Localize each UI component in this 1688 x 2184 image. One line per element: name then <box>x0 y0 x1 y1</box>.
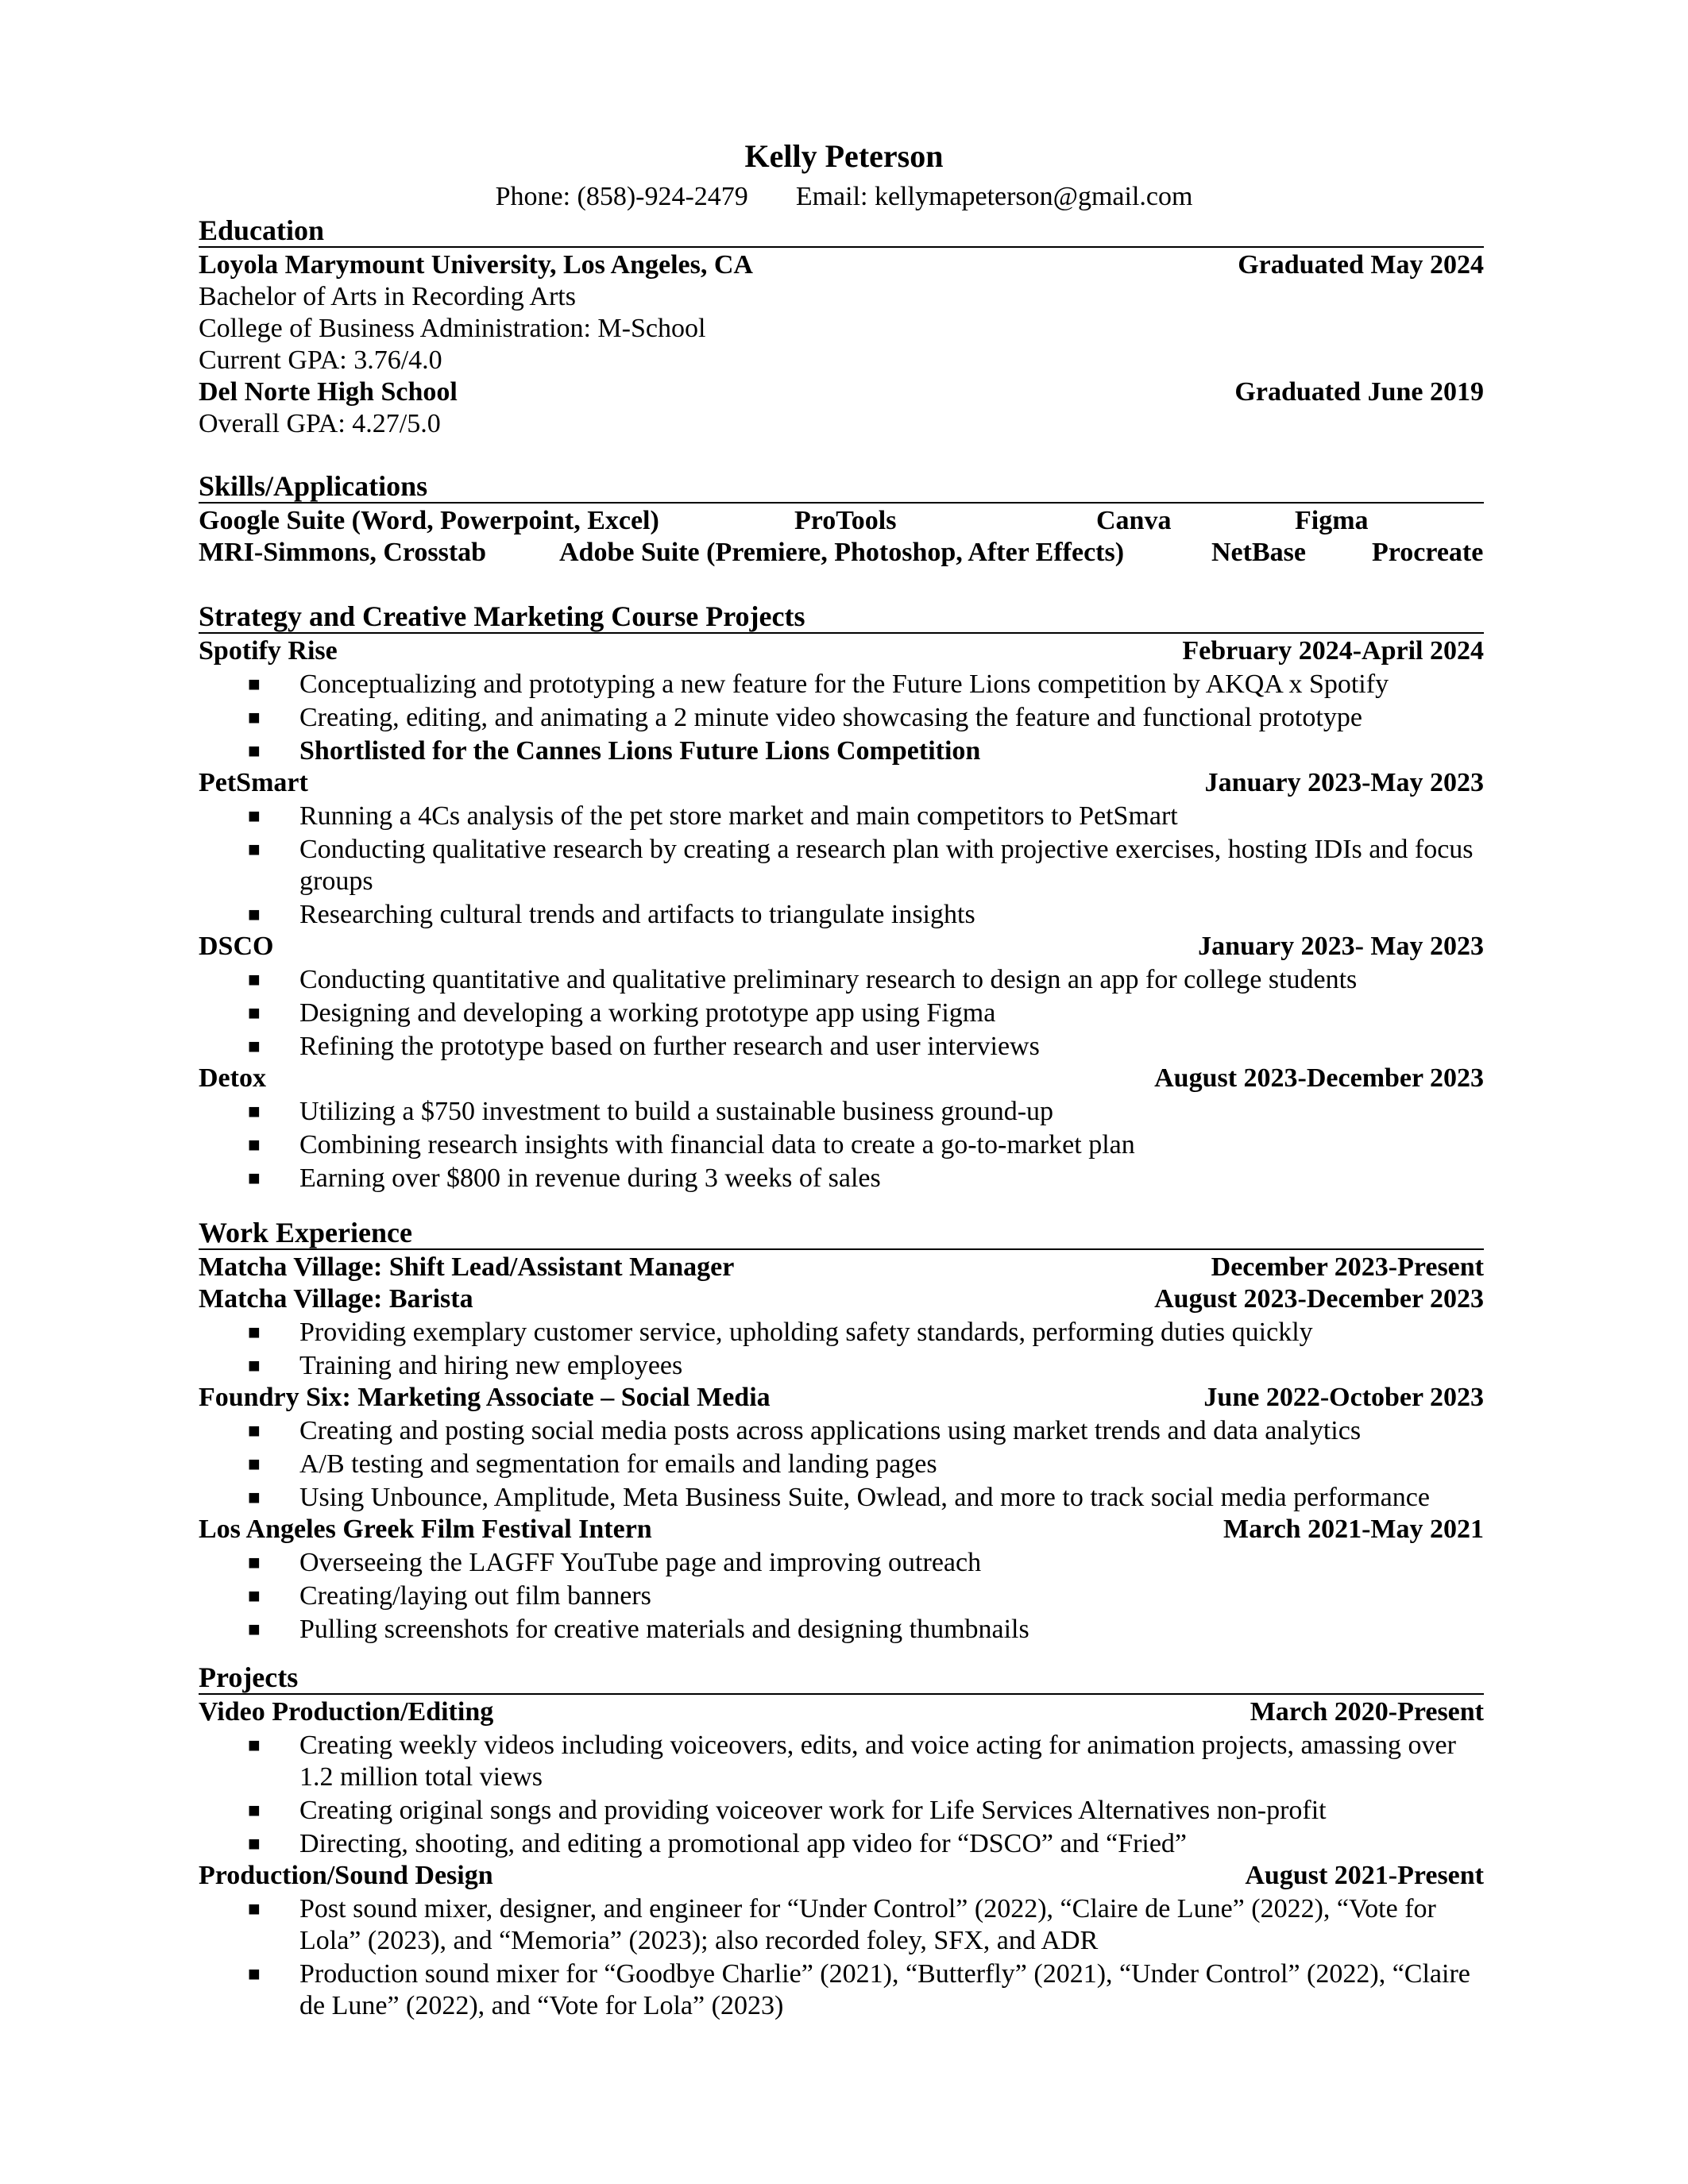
bullet-item: ■ Utilizing a $750 investment to build a sustainable business ground-up <box>248 1097 1054 1126</box>
contact-line <box>0 181 1688 213</box>
entry-header <box>199 1252 1484 1283</box>
skills-section <box>199 470 1484 569</box>
bullet-square-icon: ■ <box>248 1799 261 1822</box>
entry-date: January 2023- May 2023 <box>1198 932 1484 961</box>
bullet-square-icon: ■ <box>248 1354 261 1377</box>
entry-header <box>199 1283 1484 1315</box>
bullet-item: ■ Directing, shooting, and editing a promotional app video for “DSCO” and “Fried” <box>248 1829 1188 1858</box>
school-name: Del Norte High School <box>199 377 458 407</box>
entry-header <box>199 767 1484 799</box>
bullet-square-icon: ■ <box>248 1133 261 1156</box>
bullet-square-icon: ■ <box>248 1167 261 1190</box>
skill-item: ProTools <box>794 506 897 535</box>
bullet-item: ■ Creating original songs and providing voiceover work for Life Services Alternatives non-profit <box>248 1796 1327 1825</box>
entry-date: March 2021-May 2021 <box>1223 1515 1484 1544</box>
projects-section <box>199 1661 1484 2022</box>
entry-date: August 2021-Present <box>1245 1861 1484 1890</box>
bullet-item: ■ Production sound mixer for “Goodbye Charlie” (2021), “Butterfly” (2021), “Under Control” (2022), “Claire de Lune” (2022), and “Vote for Lola” (2023) <box>248 1959 1470 2020</box>
bullet-square-icon: ■ <box>248 805 261 828</box>
entry-title: Spotify Rise <box>199 636 338 666</box>
bullet-item: ■ Using Unbounce, Amplitude, Meta Business Suite, Owlead, and more to track social media performance <box>248 1483 1430 1512</box>
section-title-education: Education <box>199 214 1484 248</box>
gpa: Current GPA: 3.76/4.0 <box>199 345 442 375</box>
bullet-square-icon: ■ <box>248 706 261 729</box>
entry-header <box>199 1696 1484 1728</box>
bullet-square-icon: ■ <box>248 1321 261 1344</box>
bullet-square-icon: ■ <box>248 1618 261 1641</box>
course-projects-section <box>199 600 1484 1194</box>
skills-row <box>199 505 1484 537</box>
bullet-item: ■ Creating weekly videos including voiceovers, edits, and voice acting for animation projects, amassing over 1.2 million total views <box>248 1731 1456 1792</box>
education-entry <box>199 249 1484 281</box>
bullet-square-icon: ■ <box>248 968 261 991</box>
graduation-date: Graduated May 2024 <box>1238 250 1484 280</box>
bullet-item: ■ Pulling screenshots for creative materials and designing thumbnails <box>248 1615 1029 1644</box>
bullet-square-icon: ■ <box>248 1453 261 1476</box>
bullet-item: ■ Running a 4Cs analysis of the pet store market and main competitors to PetSmart <box>248 801 1178 831</box>
skill-item: Figma <box>1295 506 1369 535</box>
bullet-item: ■ Post sound mixer, designer, and engineer for “Under Control” (2022), “Claire de Lune” (2022), “Vote for Lola” (2023), and “Memoria” (2023); also recorded foley, SFX, and ADR <box>248 1894 1436 1955</box>
degree: Bachelor of Arts in Recording Arts <box>199 282 576 311</box>
bullet-square-icon: ■ <box>248 903 261 926</box>
skill-item: NetBase <box>1211 538 1306 567</box>
entry-header <box>199 1382 1484 1414</box>
bullet-square-icon: ■ <box>248 1962 261 1985</box>
entry-header <box>199 1063 1484 1094</box>
entry-header <box>199 635 1484 667</box>
bullet-item: ■ Earning over $800 in revenue during 3 weeks of sales <box>248 1163 881 1193</box>
entry-header <box>199 931 1484 963</box>
entry-date: August 2023-December 2023 <box>1154 1063 1484 1093</box>
college: College of Business Administration: M-School <box>199 314 706 343</box>
entry-date: January 2023-May 2023 <box>1204 768 1484 797</box>
bullet-item: ■ Training and hiring new employees <box>248 1351 683 1380</box>
bullet-square-icon: ■ <box>248 1584 261 1607</box>
bullet-square-icon: ■ <box>248 1486 261 1509</box>
entry-title: Detox <box>199 1063 266 1093</box>
bullet-item: ■ Shortlisted for the Cannes Lions Future Lions Competition <box>248 736 981 766</box>
bullet-square-icon: ■ <box>248 1035 261 1058</box>
education-entry <box>199 376 1484 408</box>
bullet-square-icon: ■ <box>248 1419 261 1442</box>
section-title-skills: Skills/Applications <box>199 470 1484 504</box>
skills-row <box>199 537 1484 569</box>
bullet-item: ■ Overseeing the LAGFF YouTube page and improving outreach <box>248 1548 982 1577</box>
entry-title: PetSmart <box>199 768 308 797</box>
gpa: Overall GPA: 4.27/5.0 <box>199 409 441 438</box>
phone: Phone: (858)-924-2479 <box>495 182 748 211</box>
bullet-square-icon: ■ <box>248 1734 261 1757</box>
entry-date: June 2022-October 2023 <box>1203 1383 1484 1412</box>
bullet-item: ■ Conceptualizing and prototyping a new feature for the Future Lions competition by AKQA x Spotify <box>248 669 1389 699</box>
bullet-item: ■ Conducting qualitative research by creating a research plan with projective exercises, hosting IDIs and focus groups <box>248 835 1474 896</box>
skill-item: Canva <box>1096 506 1172 535</box>
skill-item: Google Suite (Word, Powerpoint, Excel) <box>199 506 659 535</box>
graduation-date: Graduated June 2019 <box>1234 377 1484 407</box>
bullet-item: ■ A/B testing and segmentation for emails and landing pages <box>248 1449 937 1479</box>
entry-date: August 2023-December 2023 <box>1154 1284 1484 1314</box>
bullet-item: ■ Combining research insights with financial data to create a go-to-market plan <box>248 1130 1135 1160</box>
entry-title: Los Angeles Greek Film Festival Intern <box>199 1515 652 1544</box>
section-title-projects: Projects <box>199 1661 1484 1695</box>
education-section <box>199 214 1484 440</box>
work-section <box>199 1217 1484 1646</box>
bullet-square-icon: ■ <box>248 1100 261 1123</box>
skill-item: Adobe Suite (Premiere, Photoshop, After Effects) <box>559 538 1125 567</box>
bullet-item: ■ Researching cultural trends and artifacts to triangulate insights <box>248 900 975 929</box>
entry-date: February 2024-April 2024 <box>1182 636 1484 666</box>
bullet-item: ■ Creating/laying out film banners <box>248 1581 651 1611</box>
entry-date: March 2020-Present <box>1250 1697 1484 1727</box>
email: Email: kellymapeterson@gmail.com <box>795 182 1193 211</box>
bullet-square-icon: ■ <box>248 739 261 762</box>
bullet-square-icon: ■ <box>248 1001 261 1024</box>
skill-item: Procreate <box>1372 538 1484 567</box>
bullet-item: ■ Creating and posting social media posts across applications using market trends and data analytics <box>248 1416 1362 1445</box>
bullet-item: ■ Conducting quantitative and qualitative preliminary research to design an app for college students <box>248 965 1358 994</box>
section-title-work: Work Experience <box>199 1217 1484 1250</box>
bullet-square-icon: ■ <box>248 838 261 861</box>
entry-title: DSCO <box>199 932 274 961</box>
bullet-square-icon: ■ <box>248 1897 261 1920</box>
bullet-item: ■ Refining the prototype based on further research and user interviews <box>248 1032 1040 1061</box>
bullet-item: ■ Providing exemplary customer service, upholding safety standards, performing duties quickly <box>248 1318 1313 1347</box>
entry-header <box>199 1860 1484 1892</box>
skill-item: MRI-Simmons, Crosstab <box>199 538 487 567</box>
bullet-item: ■ Creating, editing, and animating a 2 minute video showcasing the feature and functional prototype <box>248 703 1362 732</box>
bullet-item: ■ Designing and developing a working prototype app using Figma <box>248 998 996 1028</box>
entry-title: Matcha Village: Shift Lead/Assistant Manager <box>199 1252 735 1282</box>
bullet-square-icon: ■ <box>248 1832 261 1855</box>
school-name: Loyola Marymount University, Los Angeles, CA <box>199 250 753 280</box>
entry-title: Matcha Village: Barista <box>199 1284 473 1314</box>
resume-name: Kelly Peterson <box>744 138 944 174</box>
entry-date: December 2023-Present <box>1211 1252 1484 1282</box>
entry-header <box>199 1514 1484 1545</box>
bullet-square-icon: ■ <box>248 1551 261 1574</box>
bullet-square-icon: ■ <box>248 673 261 696</box>
section-title-course-projects: Strategy and Creative Marketing Course Projects <box>199 600 1484 634</box>
entry-title: Foundry Six: Marketing Associate – Social Media <box>199 1383 771 1412</box>
entry-title: Production/Sound Design <box>199 1861 493 1890</box>
entry-title: Video Production/Editing <box>199 1697 494 1727</box>
